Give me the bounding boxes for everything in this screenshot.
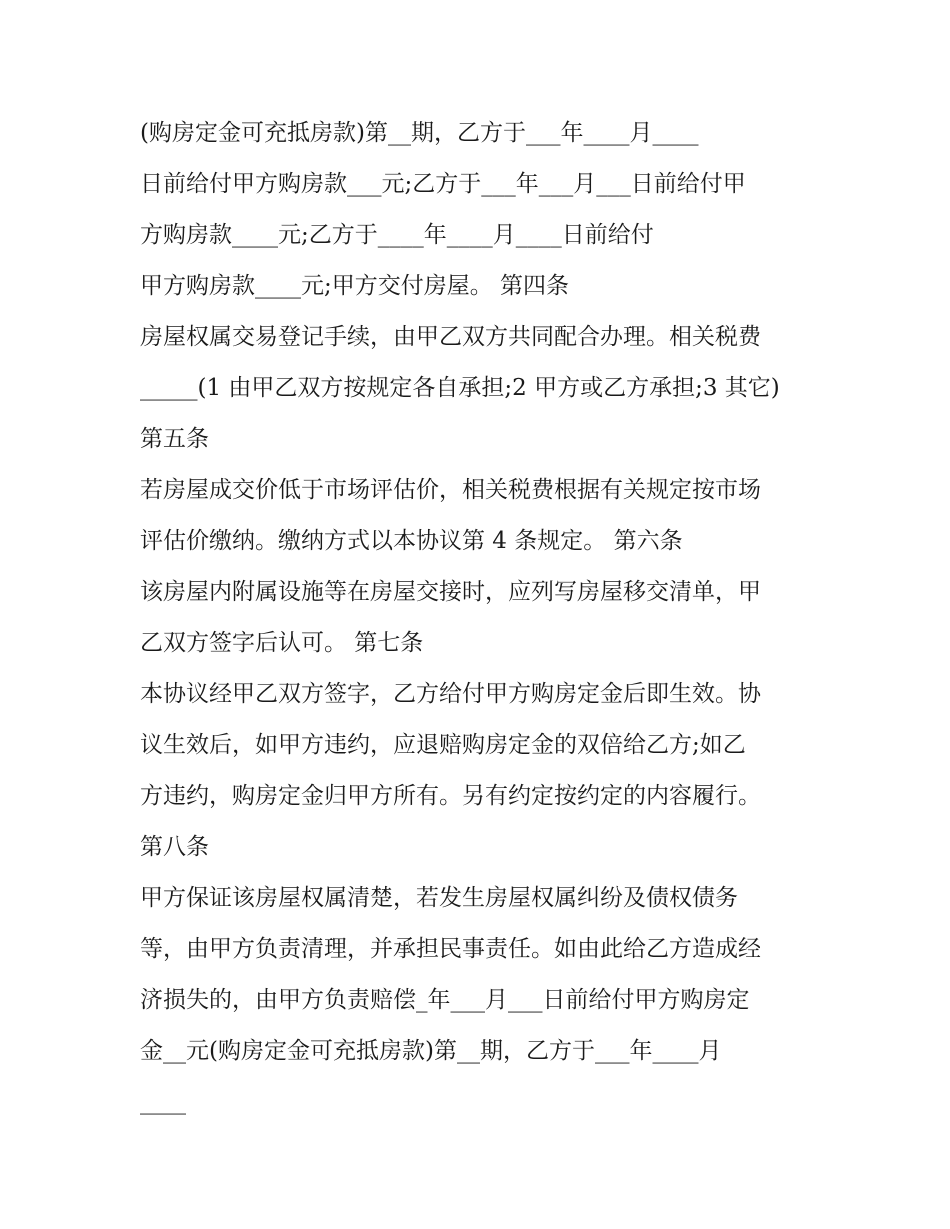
- text-line-5: 房屋权属交易登记手续，由甲乙双方共同配合办理。相关税费: [140, 324, 761, 350]
- text-line-8: 若房屋成交价低于市场评估价，相关税费根据有关规定按市场: [140, 477, 761, 503]
- text-line-13: 议生效后，如甲方违约，应退赔购房定金的双倍给乙方;如乙: [140, 732, 746, 758]
- text-line-7: 第五条: [140, 426, 209, 452]
- document-body: [140, 108, 830, 1128]
- text-line-15: 第八条: [140, 834, 209, 860]
- text-line-17: 等，由甲方负责清理，并承担民事责任。如由此给乙方造成经: [140, 936, 761, 962]
- text-line-9: 评估价缴纳。缴纳方式以本协议第 4 条规定。 第六条: [140, 528, 683, 554]
- text-line-19: 金__元(购房定金可充抵房款)第__期，乙方于___年____月: [140, 1038, 722, 1064]
- text-line-20: ____: [140, 1089, 186, 1115]
- text-line-3: 方购房款____元;乙方于____年____月____日前给付: [140, 222, 654, 248]
- text-line-6: _____(1 由甲乙双方按规定各自承担;2 甲方或乙方承担;3 其它): [140, 375, 780, 401]
- text-line-18: 济损失的，由甲方负责赔偿_年___月___日前给付甲方购房定: [140, 987, 750, 1013]
- text-line-10: 该房屋内附属设施等在房屋交接时，应列写房屋移交清单，甲: [140, 579, 761, 605]
- text-line-4: 甲方购房款____元;甲方交付房屋。 第四条: [140, 273, 570, 299]
- text-line-1: (购房定金可充抵房款)第__期，乙方于___年____月____: [140, 120, 699, 146]
- text-line-11: 乙双方签字后认可。 第七条: [140, 630, 424, 656]
- text-line-2: 日前给付甲方购房款___元;乙方于___年___月___日前给付甲: [140, 171, 746, 197]
- text-line-16: 甲方保证该房屋权属清楚，若发生房屋权属纠纷及债权债务: [140, 885, 738, 911]
- text-line-12: 本协议经甲乙双方签字，乙方给付甲方购房定金后即生效。协: [140, 681, 761, 707]
- text-line-14: 方违约，购房定金归甲方所有。另有约定按约定的内容履行。: [140, 783, 761, 809]
